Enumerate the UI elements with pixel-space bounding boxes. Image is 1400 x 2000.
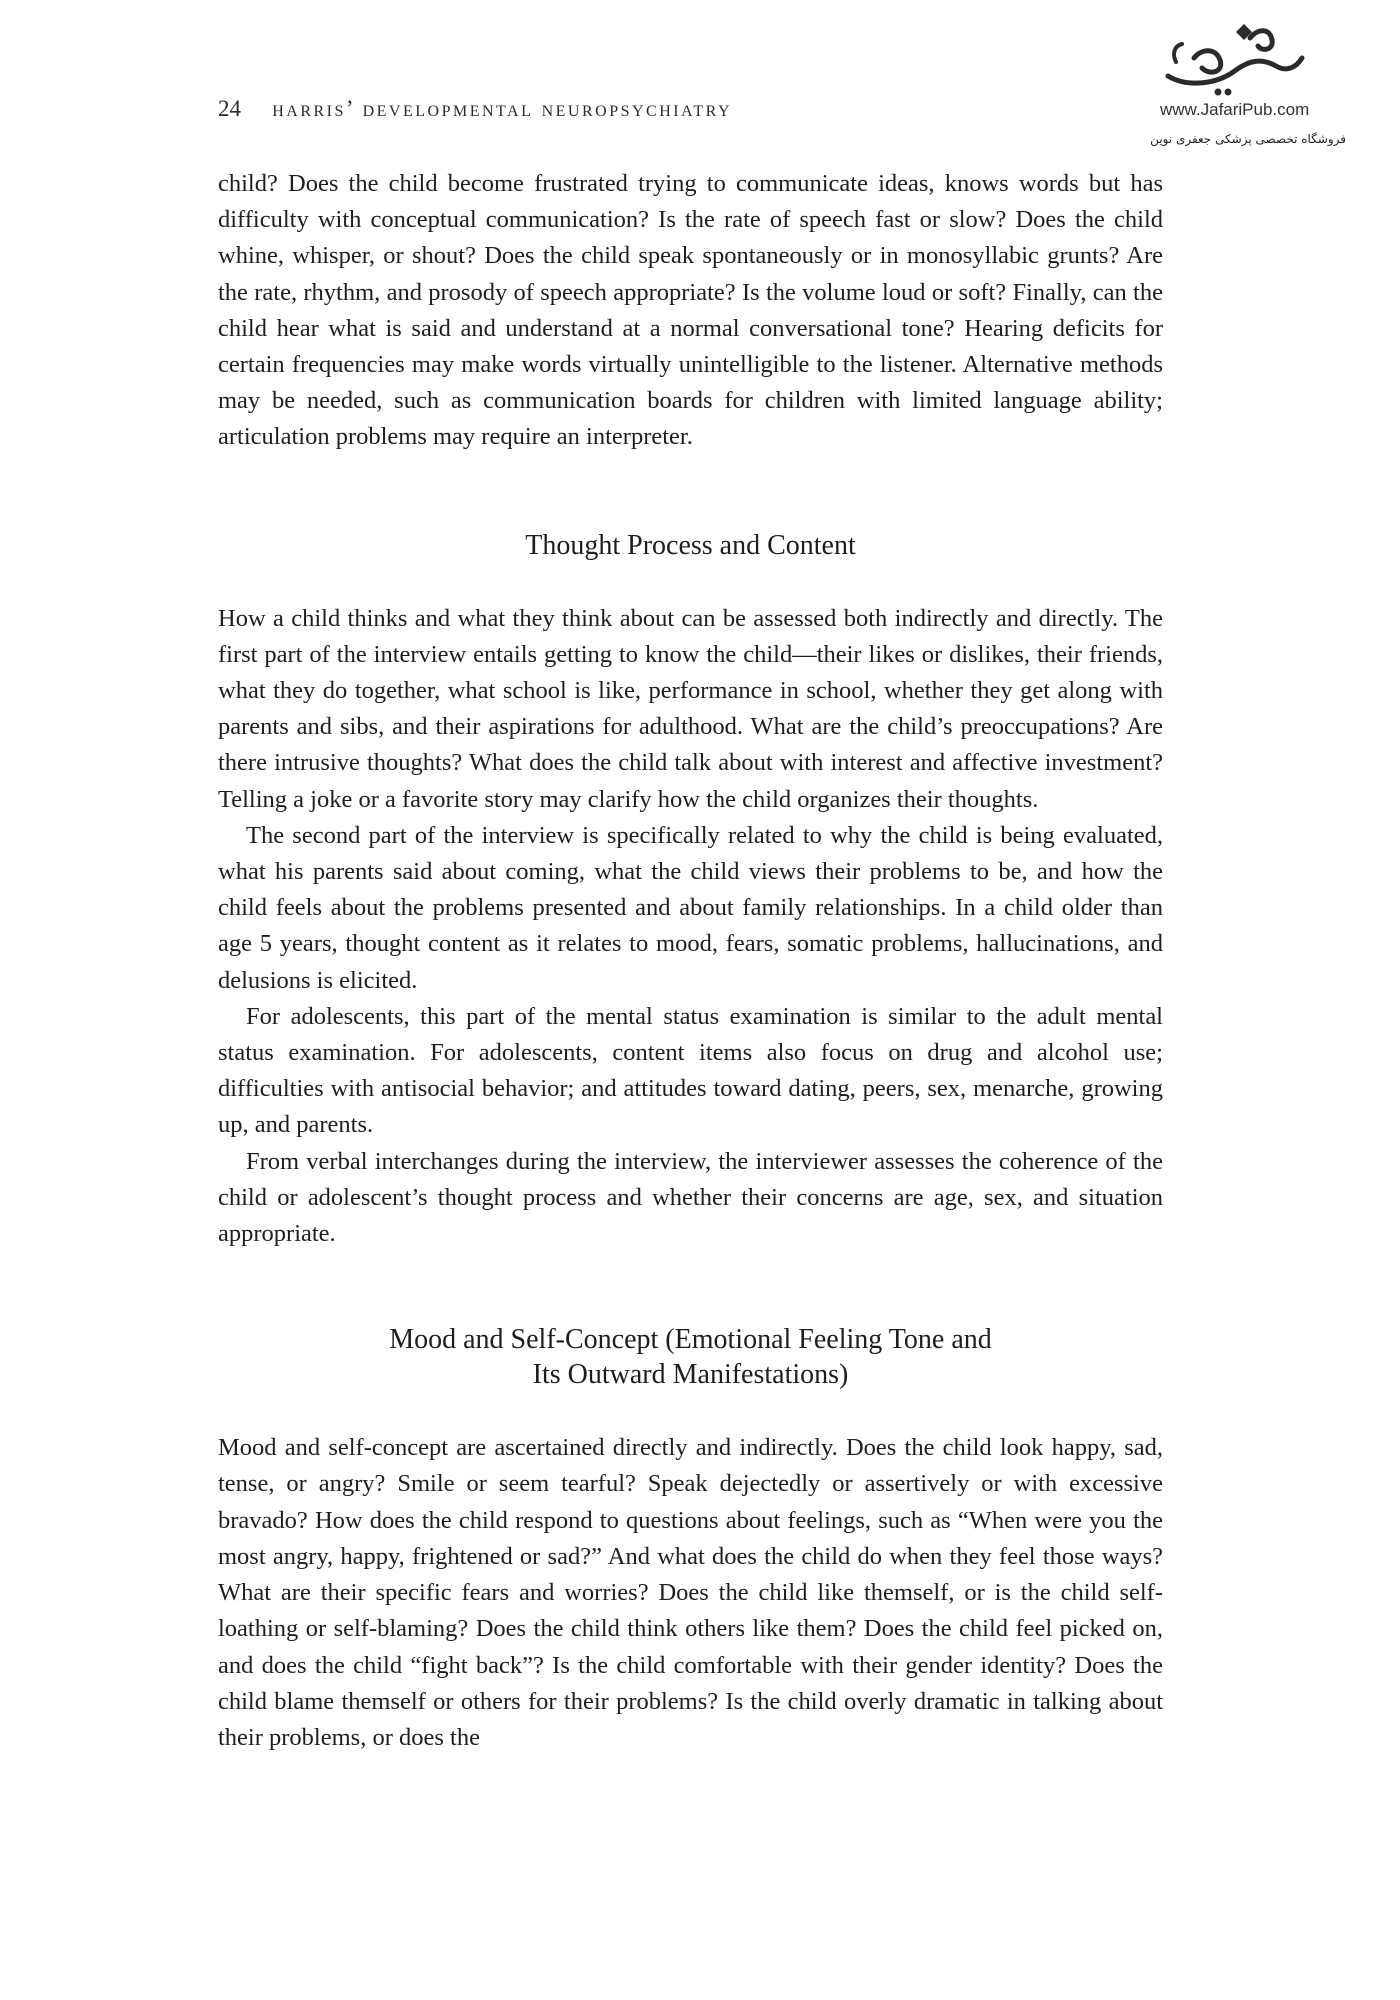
section-heading-thought-process: Thought Process and Content (525, 529, 856, 561)
body-paragraph: child? Does the child become frustrated trying to communicate ideas, knows words but has difficulty with conceptual communication? Is the rate of speech fast or slow? Does the child whine, whisper, or shout? Does the child speak spontaneously or in monosyllabic grunts? Are the rate, rhythm, and prosody of speech appropriate? Is the volume loud or soft? Finally, can the child hear what is said and understand at a normal conversational tone? Hearing deficits for certain frequencies may make words virtually unintelligible to the listener. Alternative methods may be needed, such as communication boards for children with limited language ability; articulation problems may require an interpreter. (218, 170, 1163, 451)
body-paragraph: For adolescents, this part of the mental status examination is similar to the adult mental status examination. For adolescents, content items also focus on drug and alcohol use; difficulties with antisocial behavior; and attitudes toward dating, peers, sex, menarche, growing up, and parents. (218, 1002, 1163, 1139)
body-paragraph: Mood and self-concept are ascertained directly and indirectly. Does the child look happy, sad, tense, or angry? Smile or seem tearful? Speak dejectedly or assertively or with excessive bravado? How does the child respond to questions about feelings, such as “When were you the most angry, happy, frightened or sad?” And what does the child do when they feel those ways? What are their specific fears and worries? Does the child like themself, or is the child self-loathing or self-blaming? Does the child think others like them? Does the child feel picked on, and does the child “fight back”? Is the child comfortable with their gender identity? Does the child blame themself or others for their problems? Is the child overly dramatic in talking about their problems, or does the (218, 1434, 1163, 1751)
section-heading-mood-self-concept (218, 1322, 1163, 1392)
body-paragraph: The second part of the interview is specifically related to why the child is being evaluated, what his parents said about coming, what the child views their problems to be, and how the child feels about the problems presented and about family relationships. In a child older than age 5 years, thought content as it relates to mood, fears, somatic problems, hallucinations, and delusions is elicited. (218, 821, 1163, 994)
page-body (218, 166, 1163, 1756)
running-header (218, 96, 732, 122)
publisher-tagline: فروشگاه تخصصی پزشکی جعفری نوین (1150, 132, 1346, 146)
publisher-logo-icon (1158, 18, 1308, 100)
publisher-url: www.JafariPub.com (1160, 100, 1310, 119)
page-number: 24 (218, 96, 241, 121)
section-heading-line: Its Outward Manifestations) (532, 1359, 849, 1391)
running-title: harris’ developmental neuropsychiatry (272, 96, 733, 121)
body-paragraph: From verbal interchanges during the interview, the interviewer assesses the coherence of the child or adolescent’s thought process and whether their concerns are age, sex, and situation appropriate. (218, 1147, 1163, 1248)
body-paragraph: How a child thinks and what they think about can be assessed both indirectly and directly. The first part of the interview entails getting to know the child—their likes or dislikes, their friends, what they do together, what school is like, performance in school, whether they get along with parents and sibs, and their aspirations for adulthood. What are the child’s preoccupations? Are there intrusive thoughts? What does the child talk about with interest and affective investment? Telling a joke or a favorite story may clarify how the child organizes their thoughts. (218, 604, 1163, 813)
publisher-watermark (1150, 18, 1358, 158)
section-heading-line: Mood and Self-Concept (Emotional Feeling Tone and (389, 1324, 992, 1356)
